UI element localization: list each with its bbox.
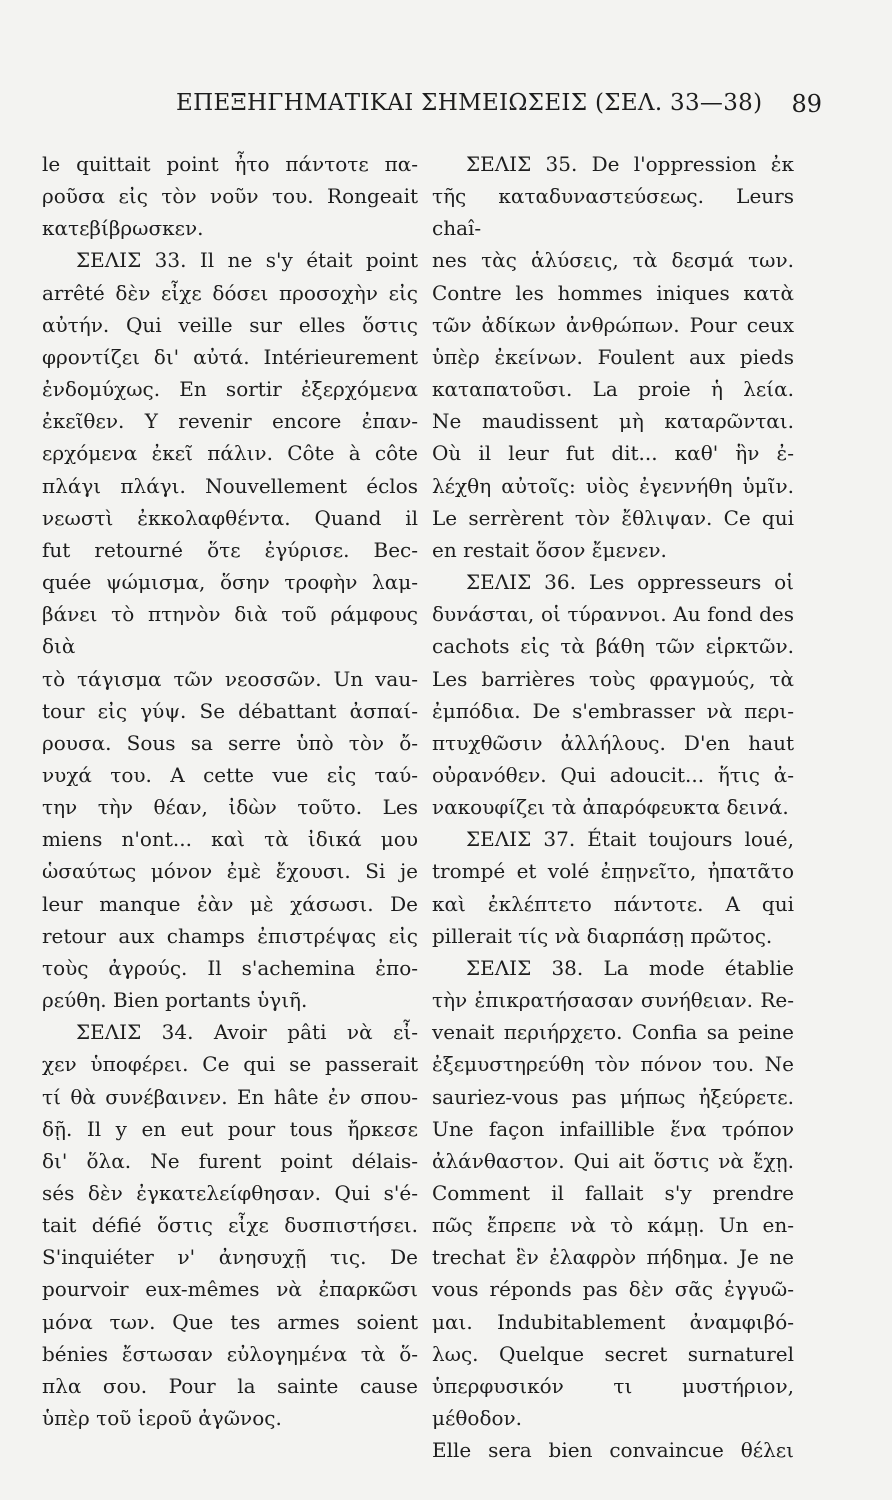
text-line: λέχθη αὐτοῖς: υἱὸς ἐγεννήθη ὑμῖν.	[432, 473, 794, 498]
text-line: tait défié ὅστις εἶχε δυσπιστήσει.	[42, 1213, 418, 1238]
text-line: καὶ ἐκλέπτετο πάντοτε. A qui	[432, 891, 794, 916]
text-line: δῇ. Il y en eut pour tous ἤρκεσε	[42, 1116, 418, 1141]
text-line: ὑπὲρ ἐκείνων. Foulent aux pieds	[432, 344, 794, 369]
text-line: ΣΕΛΙΣ 38. La mode établie	[466, 955, 794, 980]
right-column	[432, 148, 794, 1466]
text-line: καταπατοῦσι. La proie ἡ λεία.	[432, 377, 794, 402]
text-line: τοὺς ἀγρούς. Il s'achemina ἐπο-	[42, 955, 418, 980]
text-line: ἐνδομύχως. En sortir ἐξερχόμενα	[42, 377, 418, 402]
text-line: Contre les hommes iniques κατὰ	[432, 280, 794, 305]
text-line: ΣΕΛΙΣ 35. De l'oppression ἐκ	[466, 152, 794, 176]
text-line: bénies ἔστωσαν εὐλογημένα τὰ ὅ-	[42, 1341, 418, 1366]
text-line: ἐξεμυστηρεύθη τὸν πόνον του. Ne	[432, 1052, 794, 1077]
text-line: sés δὲν ἐγκατελείφθησαν. Qui s'é-	[42, 1181, 418, 1205]
text-line: νακουφίζει τὰ ἀπαρόφευκτα δεινά.	[432, 795, 789, 820]
text-line: ὑπερφυσικόν τι μυστήριον, μέθοδον.	[432, 1373, 794, 1431]
text-line: τῶν ἀδίκων ἀνθρώπων. Pour ceux	[432, 312, 794, 337]
text-line: νεωστὶ ἐκκολαφθέντα. Quand il	[42, 505, 418, 530]
text-line: Les barrières τοὺς φραγμούς, τὰ	[432, 666, 794, 691]
text-line: κατεβίβρωσκεν.	[42, 216, 204, 241]
text-line: αὐτήν. Qui veille sur elles ὅστις	[42, 312, 418, 337]
text-line: leur manque ἐὰν μὲ χάσωσι. De	[42, 891, 418, 916]
text-line: pillerait τίς νὰ διαρπάσῃ πρῶτος.	[432, 923, 773, 948]
text-line: ἐμπόδια. De s'embrasser νὰ περι-	[432, 698, 794, 723]
text-line: λως. Quelque secret surnaturel	[432, 1341, 794, 1366]
text-line: ἐκεῖθεν. Y revenir encore ἐπαν-	[42, 409, 418, 434]
text-line: ὡσαύτως μόνον ἐμὲ ἔχουσι. Si je	[42, 859, 418, 884]
text-line: miens n'ont... καὶ τὰ ἰδικά μου	[42, 827, 418, 852]
page-header	[0, 90, 892, 126]
text-line: ρεύθη. Bien portants ὑγιῆ.	[42, 988, 308, 1013]
text-line: sauriez-vous pas μήπως ἠξεύρετε.	[432, 1084, 794, 1109]
text-line: ροῦσα εἰς τὸν νοῦν του. Rongeait	[42, 184, 418, 209]
text-line: cachots εἰς τὰ βάθη τῶν εἱρκτῶν.	[432, 634, 794, 659]
text-line: fut retourné ὅτε ἐγύρισε. Bec-	[42, 537, 418, 562]
text-line: Comment il fallait s'y prendre	[432, 1181, 794, 1205]
text-line: ρουσα. Sous sa serre ὑπὸ τὸν ὄ-	[42, 730, 418, 755]
text-line: δι' ὅλα. Ne furent point délais-	[42, 1148, 418, 1173]
text-line: νυχά του. A cette vue εἰς ταύ-	[42, 762, 418, 787]
text-line: vous réponds pas δὲν σᾶς ἐγγυῶ-	[432, 1277, 794, 1302]
text-line: οὐρανόθεν. Qui adoucit... ἥτις ἀ-	[432, 762, 794, 787]
text-line: nes τὰς ἁλύσεις, τὰ δεσμά των.	[432, 248, 794, 273]
text-line: ΣΕΛΙΣ 36. Les oppresseurs οἱ	[466, 570, 794, 595]
text-line: trechat ἓν ἐλαφρὸν πήδημα. Je ne	[432, 1245, 794, 1270]
text-line: πλάγι πλάγι. Nouvellement éclos	[42, 473, 418, 498]
text-line: ὑπὲρ τοῦ ἱεροῦ ἀγῶνος.	[42, 1406, 282, 1431]
text-line: retour aux champs ἐπιστρέψας εἰς	[42, 923, 418, 948]
text-line: Elle sera bien convaincue θέλει	[432, 1438, 794, 1463]
running-title: ΕΠΕΞΗΓΗΜΑΤΙΚΑΙ ΣΗΜΕΙΩΣΕΙΣ (ΣΕΛ. 33—38)	[176, 90, 763, 116]
text-line: en restait ὅσον ἔμενεν.	[432, 537, 667, 562]
text-line: ερχόμενα ἐκεῖ πάλιν. Côte à côte	[42, 441, 418, 466]
text-line: Une façon infaillible ἕνα τρόπον	[432, 1116, 794, 1141]
text-line: πῶς ἔπρεπε νὰ τὸ κάμῃ. Un en-	[432, 1213, 794, 1238]
text-line: μαι. Indubitablement ἀναμφιβό-	[432, 1309, 794, 1334]
text-line: Où il leur fut dit... καθ' ἣν ἐ-	[432, 441, 794, 466]
page-number: 89	[791, 90, 822, 118]
text-line: ΣΕΛΙΣ 34. Avoir pâti νὰ εἶ-	[76, 1020, 418, 1045]
text-line: quée ψώμισμα, ὅσην τροφὴν λαμ-	[42, 570, 418, 595]
left-column	[42, 148, 418, 1434]
text-line: τῆς καταδυναστεύσεως. Leurs chaî-	[432, 184, 794, 241]
text-line: arrêté δὲν εἶχε δόσει προσοχὴν εἰς	[42, 280, 418, 305]
text-line: μόνα των. Que tes armes soient	[42, 1309, 418, 1334]
text-line: ἀλάνθαστον. Qui ait ὅστις νὰ ἔχῃ.	[432, 1148, 794, 1173]
text-line: τὴν ἐπικρατήσασαν συνήθειαν. Re-	[432, 988, 794, 1013]
text-line: ΣΕΛΙΣ 33. Il ne s'y était point	[76, 248, 418, 273]
text-line: φροντίζει δι' αὐτά. Intérieurement	[42, 344, 418, 369]
text-line: βάνει τὸ πτηνὸν διὰ τοῦ ράμφους διὰ	[42, 602, 418, 659]
text-line: πτυχθῶσιν ἀλλήλους. D'en haut	[432, 730, 794, 755]
text-line: S'inquiéter ν' ἀνησυχῇ τις. De	[42, 1245, 418, 1270]
text-line: τὸ τάγισμα τῶν νεοσσῶν. Un vau-	[42, 666, 418, 691]
text-line: πλα σου. Pour la sainte cause	[42, 1373, 418, 1398]
text-line: Ne maudissent μὴ καταρῶνται.	[432, 409, 794, 434]
text-line: venait περιήρχετο. Confia sa peine	[432, 1020, 794, 1045]
text-line: ΣΕΛΙΣ 37. Était toujours loué,	[466, 827, 794, 852]
text-line: pourvoir eux-mêmes νὰ ἐπαρκῶσι	[42, 1277, 418, 1302]
text-line: trompé et volé ἐπῃνεῖτο, ἠπατᾶτο	[432, 859, 794, 884]
text-line: τί θὰ συνέβαινεν. En hâte ἐν σπου-	[42, 1084, 418, 1109]
text-line: την τὴν θέαν, ἰδὼν τοῦτο. Les	[42, 795, 418, 820]
text-line: χεν ὑποφέρει. Ce qui se passerait	[42, 1052, 418, 1077]
text-line: Le serrèrent τὸν ἔθλιψαν. Ce qui	[432, 505, 794, 530]
text-line: tour εἰς γύψ. Se débattant ἀσπαί-	[42, 698, 418, 723]
text-line: δυνάσται, οἱ τύραννοι. Au fond des	[432, 602, 794, 627]
text-line: le quittait point ἦτο πάντοτε πα-	[42, 152, 418, 176]
